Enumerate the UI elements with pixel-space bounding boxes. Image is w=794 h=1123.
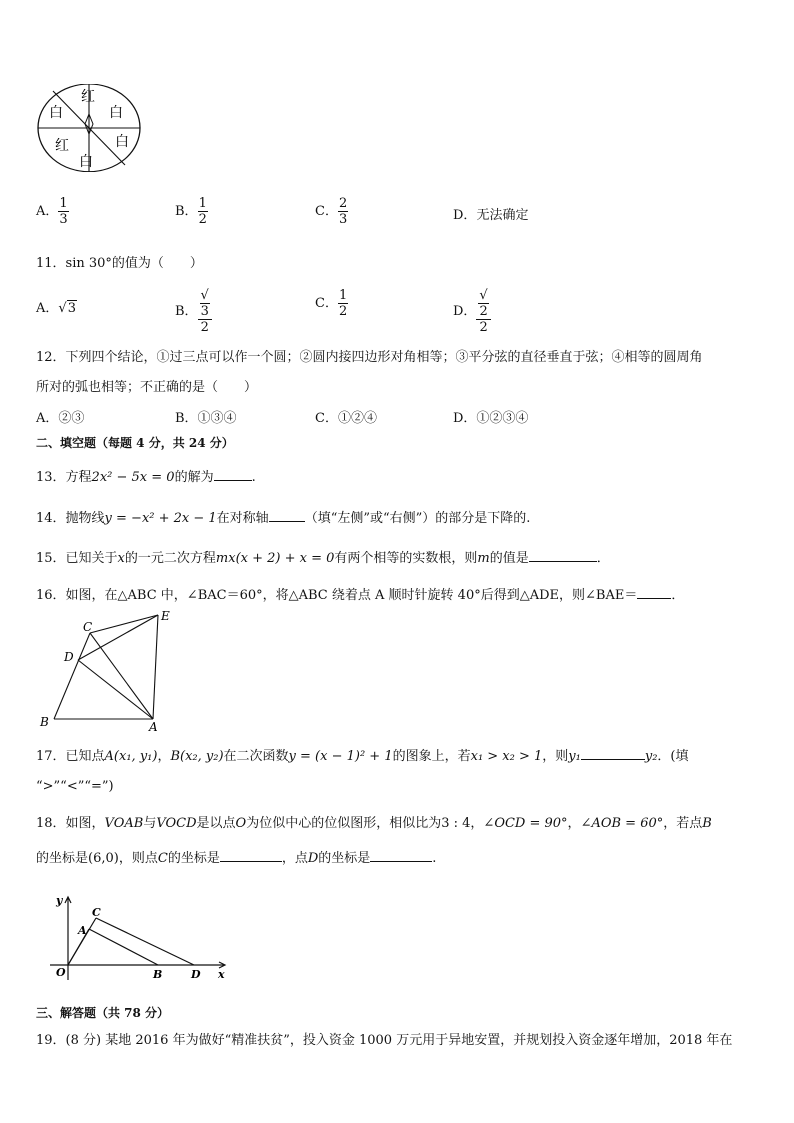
fraction: $\frac{1}{2}$ — [198, 196, 207, 227]
segment-CA — [90, 633, 153, 719]
q17-line1: 17．已知点A(x₁, y₁)，B(x₂, y₂)在二次函数y = (x − 1)² + 1的图象上，若x₁ > x₂ > 1，则y₁ y₂．(填 — [36, 749, 689, 764]
label-E: E — [161, 609, 170, 623]
label-O: O — [56, 966, 66, 979]
q13: 13．方程2x² − 5x = 0的解为 . — [36, 470, 256, 485]
q12-option-b: B．①③④ — [175, 411, 237, 426]
label-C: C — [92, 906, 101, 919]
label-B: B — [153, 968, 163, 981]
q10-option-b — [175, 196, 208, 227]
q15: 15．已知关于x的一元二次方程mx(x + 2) + x = 0有两个相等的实数根，则m的值是 ． — [36, 551, 610, 566]
section-2-heading: 二、填空题（每题 4 分，共 24 分） — [36, 436, 234, 450]
segment-BC — [54, 633, 90, 719]
spinner-label-5: 白 — [79, 154, 93, 170]
spinner-figure — [35, 84, 143, 172]
q12-option-a: A．②③ — [36, 411, 85, 426]
q12-option-c: C．①②④ — [315, 411, 377, 426]
label-B: B — [40, 715, 49, 729]
option-letter: B． — [175, 204, 198, 219]
fraction: $\frac{2}{3}$ — [338, 196, 348, 227]
q17-line2: “>”“<”“=”) — [36, 779, 114, 794]
option-letter: C． — [315, 204, 338, 219]
spinner-label-4: 白 — [115, 134, 129, 150]
q12-line2: 所对的弧也相等；不正确的是（ ） — [36, 380, 258, 395]
q18-line1: 18．如图，VOAB与VOCD是以点O为位似中心的位似图形，相似比为3 : 4，∠OCD = 90°，∠AOB = 60°，若点B — [36, 816, 712, 831]
q10-option-d: D．无法确定 — [453, 208, 529, 223]
spinner-label-2: 白 — [49, 105, 63, 121]
segment-DA — [78, 660, 153, 719]
q18-line2: 的坐标是(6,0)，则点C的坐标是 ，点D的坐标是 . — [36, 851, 437, 866]
spinner-label-3: 白 — [109, 105, 123, 121]
label-C: C — [83, 620, 93, 634]
label-y: y — [56, 894, 63, 907]
fraction: $\frac{1}{3}$ — [59, 196, 68, 227]
q11-option-c: C． $\frac{1}{2}$ — [315, 288, 348, 319]
label-A: A — [149, 720, 158, 732]
option-letter: A． — [36, 204, 59, 219]
segment-CE — [90, 615, 158, 633]
q10-option-c — [315, 196, 348, 227]
q11-option-b: B． √ 3 2 — [175, 288, 212, 335]
label-D: D — [64, 650, 74, 664]
q14: 14．抛物线y = −x² + 2x − 1在对称轴 （填“左侧”或“右侧”）的部分是下降的. — [36, 511, 531, 526]
segment-AB — [89, 929, 158, 965]
q19: 19．(8 分) 某地 2016 年为做好“精准扶贫”，投入资金 1000 万元用于异地安置，并规划投入资金逐年增加，2018 年在 — [36, 1033, 733, 1048]
figure-16 — [36, 608, 176, 732]
section-3-heading: 三、解答题（共 78 分） — [36, 1006, 170, 1020]
label-A: A — [78, 924, 87, 937]
q10-option-a — [36, 196, 69, 227]
q16: 16．如图，在△ABC 中，∠BAC＝60°，将△ABC 绕着点 A 顺时针旋转 40°后得到△ADE，则∠BAE＝ ． — [36, 588, 685, 603]
spinner-label-1: 红 — [81, 89, 95, 105]
q12-option-d: D．①②③④ — [453, 411, 529, 426]
spinner-label-6: 红 — [55, 138, 69, 154]
segment-EA — [153, 615, 158, 719]
q11-option-d: D． √ 2 2 — [453, 288, 491, 335]
q12-line1: 12．下列四个结论，①过三点可以作一个圆；②圆内接四边形对角相等；③平分弦的直径垂直于弦；④相等的圆周角 — [36, 350, 703, 365]
label-D: D — [191, 968, 201, 981]
q11-stem: 11．sin 30°的值为（ ） — [36, 256, 203, 271]
figure-18 — [46, 892, 236, 982]
label-x: x — [218, 968, 225, 981]
q11-option-a: A．√3 — [36, 301, 76, 316]
